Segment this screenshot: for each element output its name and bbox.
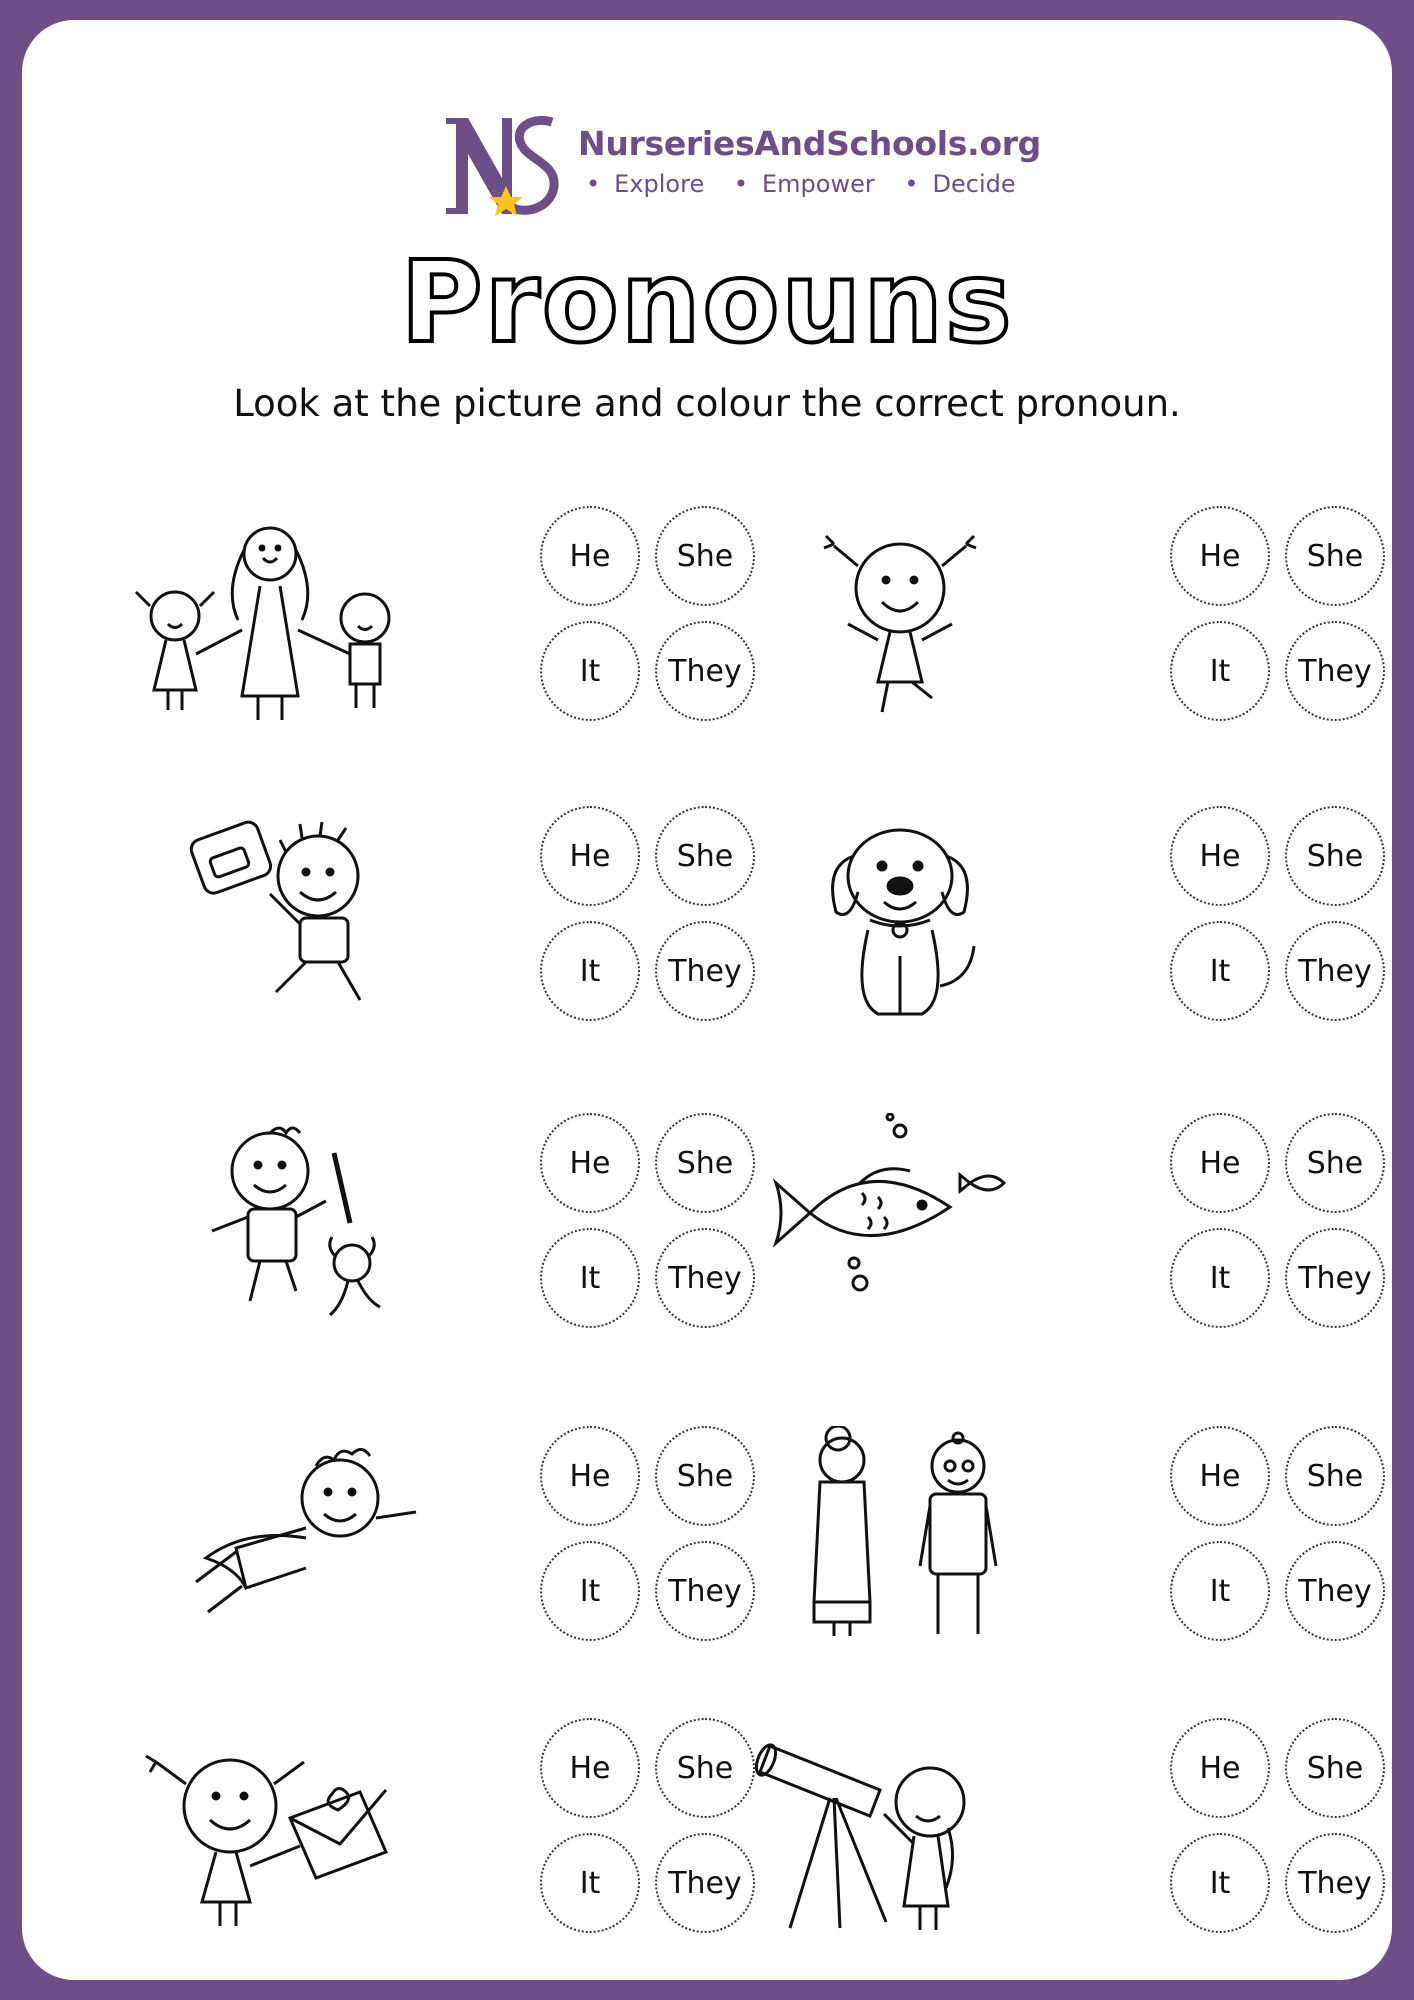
page-title: Pronouns: [400, 238, 1014, 368]
girl-jumping-icon: [750, 506, 1050, 726]
option-he[interactable]: He: [1170, 1113, 1270, 1213]
exercise-item-2: [750, 506, 1372, 726]
option-she[interactable]: She: [1285, 1113, 1385, 1213]
dog-icon: [750, 806, 1050, 1026]
exercise-item-9: [120, 1718, 742, 1938]
option-it[interactable]: It: [1170, 921, 1270, 1021]
option-he[interactable]: He: [1170, 506, 1270, 606]
option-they[interactable]: They: [655, 621, 755, 721]
exercise-item-10: [750, 1718, 1372, 1938]
option-they[interactable]: They: [655, 921, 755, 1021]
option-it[interactable]: It: [1170, 1541, 1270, 1641]
logo: [440, 112, 1040, 222]
tagline-explore: • Explore: [586, 170, 704, 198]
option-she[interactable]: She: [1285, 506, 1385, 606]
option-she[interactable]: She: [1285, 1718, 1385, 1818]
exercise-item-4: [750, 806, 1372, 1026]
option-it[interactable]: It: [540, 1541, 640, 1641]
option-they[interactable]: They: [655, 1228, 755, 1328]
option-they[interactable]: They: [1285, 621, 1385, 721]
exercise-item-7: [120, 1426, 742, 1646]
boy-with-puppy-icon: [120, 1113, 420, 1333]
fish-icon: [750, 1113, 1050, 1333]
schoolboy-icon: [120, 806, 420, 1026]
option-she[interactable]: She: [655, 1426, 755, 1526]
option-they[interactable]: They: [1285, 1833, 1385, 1933]
family-icon: [120, 506, 420, 726]
superhero-boy-icon: [120, 1426, 420, 1646]
option-it[interactable]: It: [540, 1833, 640, 1933]
tagline-decide: • Decide: [904, 170, 1015, 198]
option-she[interactable]: She: [655, 506, 755, 606]
option-he[interactable]: He: [540, 1718, 640, 1818]
option-he[interactable]: He: [1170, 1718, 1270, 1818]
exercise-item-3: [120, 806, 742, 1026]
option-he[interactable]: He: [1170, 806, 1270, 906]
option-he[interactable]: He: [540, 1113, 640, 1213]
tagline-empower: • Empower: [734, 170, 875, 198]
option-they[interactable]: They: [1285, 921, 1385, 1021]
option-they[interactable]: They: [1285, 1541, 1385, 1641]
option-she[interactable]: She: [655, 806, 755, 906]
option-he[interactable]: He: [540, 806, 640, 906]
option-they[interactable]: They: [655, 1541, 755, 1641]
option-she[interactable]: She: [655, 1718, 755, 1818]
option-she[interactable]: She: [1285, 806, 1385, 906]
option-it[interactable]: It: [1170, 1228, 1270, 1328]
option-he[interactable]: He: [540, 506, 640, 606]
option-it[interactable]: It: [540, 921, 640, 1021]
instruction-text: Look at the picture and colour the correct pronoun.: [233, 382, 1181, 425]
option-they[interactable]: They: [1285, 1228, 1385, 1328]
exercise-item-5: [120, 1113, 742, 1333]
exercise-item-1: [120, 506, 742, 726]
grandparents-icon: [750, 1426, 1050, 1646]
girl-telescope-icon: [750, 1718, 1050, 1938]
option-he[interactable]: He: [540, 1426, 640, 1526]
brand-taglines: [586, 170, 1038, 198]
option-she[interactable]: She: [1285, 1426, 1385, 1526]
worksheet: [22, 20, 1392, 1980]
option-it[interactable]: It: [540, 1228, 640, 1328]
ns-logo-icon: [440, 112, 570, 220]
option-it[interactable]: It: [1170, 621, 1270, 721]
option-it[interactable]: It: [1170, 1833, 1270, 1933]
option-she[interactable]: She: [655, 1113, 755, 1213]
exercise-item-8: [750, 1426, 1372, 1646]
option-it[interactable]: It: [540, 621, 640, 721]
exercise-item-6: [750, 1113, 1372, 1333]
option-they[interactable]: They: [655, 1833, 755, 1933]
girl-with-letter-icon: [120, 1718, 420, 1938]
brand-name: NurseriesAndSchools.org: [578, 124, 1041, 163]
option-he[interactable]: He: [1170, 1426, 1270, 1526]
